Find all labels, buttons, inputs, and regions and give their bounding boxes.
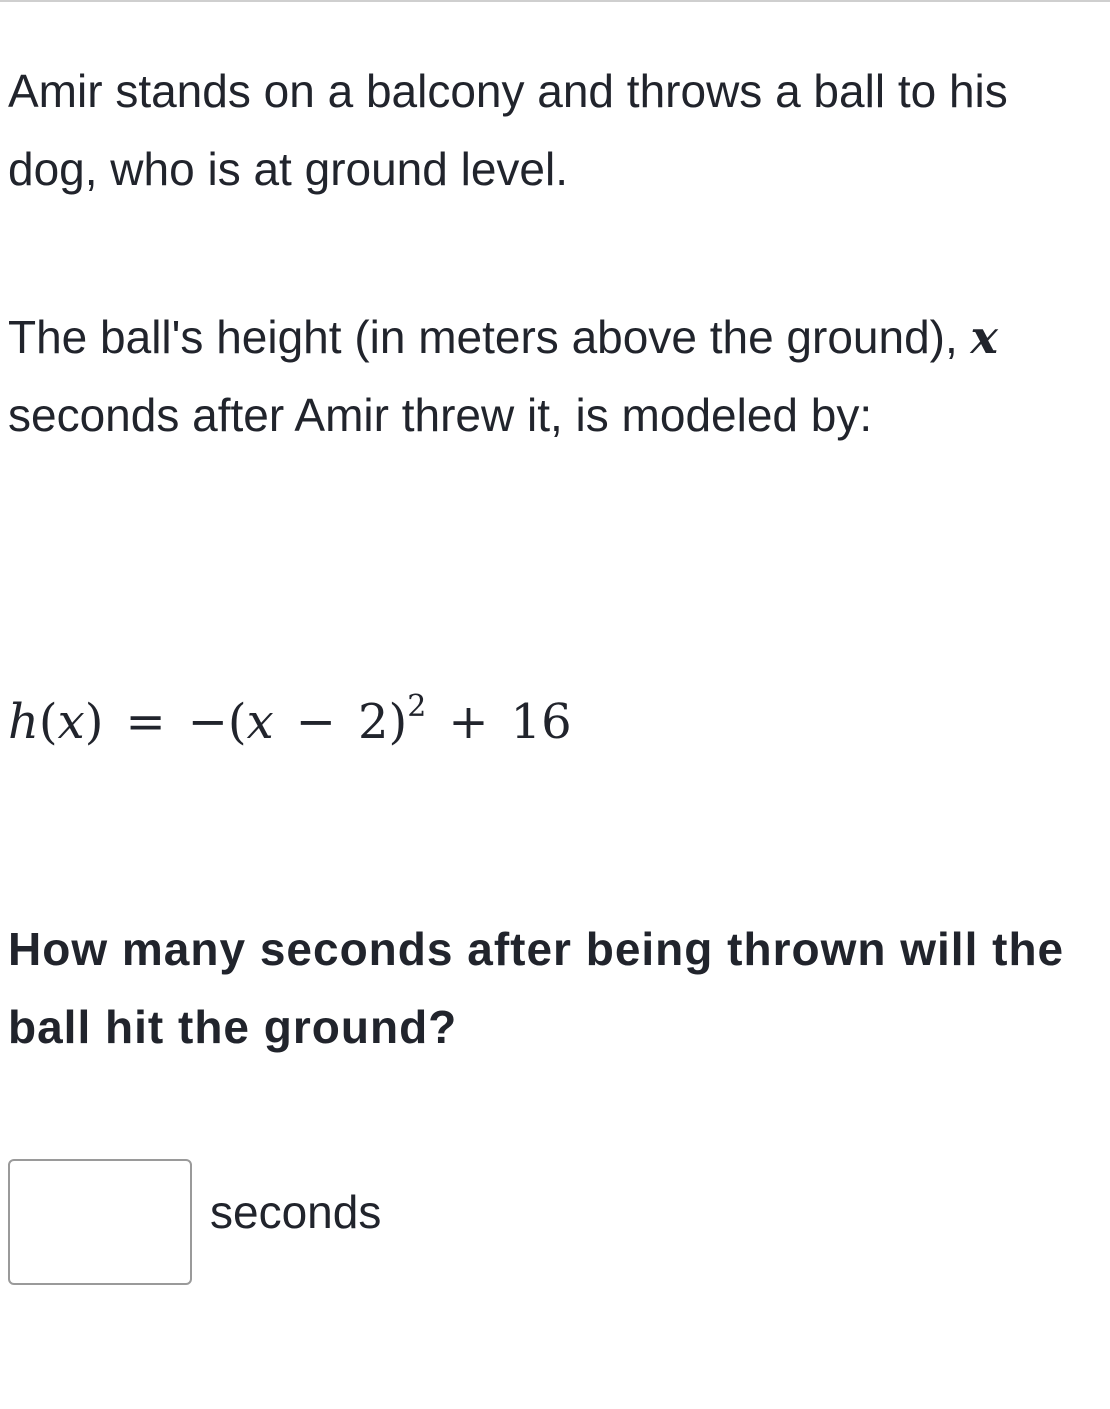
equation-inner-constant: 2 [357,694,389,750]
equation-constant: 16 [510,694,572,750]
equation-inner-variable: x [246,694,274,750]
equation-open-paren: ( [38,694,58,750]
model-text-before-var: The ball's height (in meters above the ground), [8,311,958,363]
equation-inner-close-paren: ) [388,694,408,750]
equation-equals: = [125,694,166,750]
equation-inner-open-paren: ( [227,694,247,750]
equation-inner-minus: − [295,694,336,750]
problem-intro: Amir stands on a balcony and throws a ball to his dog, who is at ground level. [8,65,1008,195]
model-text-after-var: seconds after Amir threw it, is modeled by: [8,389,873,441]
answer-row [8,1157,381,1287]
problem-model-description [8,298,1103,454]
answer-input[interactable] [8,1159,192,1285]
equation-negative-sign: − [187,694,228,750]
variable-x: x [970,310,998,364]
question-prompt: How many seconds after being thrown will the ball hit the ground? [8,923,1065,1053]
equation-function-name: h [8,694,39,750]
equation-plus: + [448,694,489,750]
equation-argument: x [57,694,85,750]
height-equation [8,686,572,758]
top-divider [0,0,1110,2]
answer-unit-label: seconds [210,1186,382,1238]
equation-close-paren: ) [84,694,104,750]
equation-exponent: 2 [407,689,427,724]
